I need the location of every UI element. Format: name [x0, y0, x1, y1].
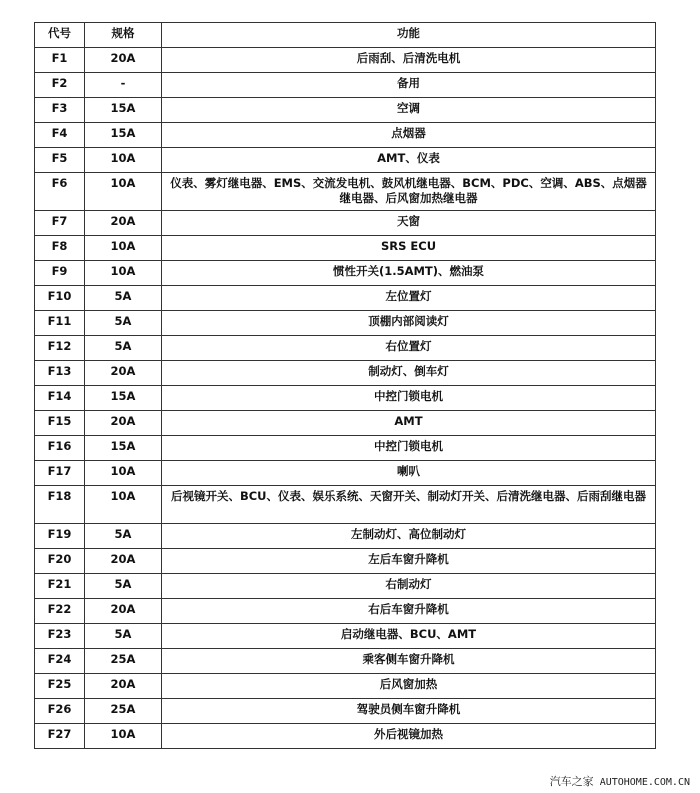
fuse-code-cell: F13 [35, 361, 85, 386]
fuse-code-cell: F14 [35, 386, 85, 411]
fuse-function-cell: 左后车窗升降机 [162, 549, 656, 574]
table-row [35, 286, 656, 311]
fuse-spec-cell: 20A [85, 674, 162, 699]
fuse-spec-cell: 20A [85, 48, 162, 73]
fuse-function-cell: 中控门锁电机 [162, 386, 656, 411]
fuse-spec-cell: - [85, 73, 162, 98]
fuse-code-cell: F26 [35, 699, 85, 724]
fuse-function-cell: AMT、仪表 [162, 148, 656, 173]
fuse-function-cell: 天窗 [162, 211, 656, 236]
table-row [35, 436, 656, 461]
table-row [35, 574, 656, 599]
fuse-function-cell: 点烟器 [162, 123, 656, 148]
fuse-function-cell: 外后视镜加热 [162, 724, 656, 749]
fuse-code-cell: F9 [35, 261, 85, 286]
table-row [35, 699, 656, 724]
fuse-spec-cell: 10A [85, 261, 162, 286]
fuse-spec-cell: 5A [85, 336, 162, 361]
fuse-function-cell: 后视镜开关、BCU、仪表、娱乐系统、天窗开关、制动灯开关、后清洗继电器、后雨刮继电器 [162, 486, 656, 524]
table-row [35, 261, 656, 286]
fuse-spec-cell: 10A [85, 486, 162, 524]
fuse-spec-cell: 15A [85, 436, 162, 461]
fuse-spec-cell: 5A [85, 286, 162, 311]
fuse-function-cell: 驾驶员侧车窗升降机 [162, 699, 656, 724]
fuse-code-cell: F22 [35, 599, 85, 624]
fuse-spec-cell: 10A [85, 236, 162, 261]
table-row [35, 211, 656, 236]
header-spec: 规格 [85, 23, 162, 48]
table-row [35, 386, 656, 411]
fuse-function-cell: 乘客侧车窗升降机 [162, 649, 656, 674]
fuse-code-cell: F7 [35, 211, 85, 236]
fuse-code-cell: F5 [35, 148, 85, 173]
fuse-spec-cell: 20A [85, 411, 162, 436]
fuse-code-cell: F4 [35, 123, 85, 148]
fuse-spec-cell: 10A [85, 173, 162, 211]
fuse-code-cell: F17 [35, 461, 85, 486]
fuse-function-cell: SRS ECU [162, 236, 656, 261]
fuse-spec-cell: 5A [85, 524, 162, 549]
watermark-domain: AUTOHOME.COM.CN [599, 777, 690, 788]
fuse-function-cell: 启动继电器、BCU、AMT [162, 624, 656, 649]
table-row [35, 73, 656, 98]
fuse-code-cell: F25 [35, 674, 85, 699]
table-row [35, 173, 656, 211]
watermark-brand: 汽车之家 [549, 775, 594, 788]
fuse-function-cell: 空调 [162, 98, 656, 123]
header-code: 代号 [35, 23, 85, 48]
fuse-function-cell: 左制动灯、高位制动灯 [162, 524, 656, 549]
fuse-table [34, 22, 656, 749]
fuse-spec-cell: 25A [85, 649, 162, 674]
fuse-function-cell: 惯性开关(1.5AMT)、燃油泵 [162, 261, 656, 286]
fuse-function-cell: 中控门锁电机 [162, 436, 656, 461]
fuse-code-cell: F1 [35, 48, 85, 73]
table-row [35, 411, 656, 436]
fuse-spec-cell: 5A [85, 311, 162, 336]
table-row [35, 599, 656, 624]
fuse-spec-cell: 10A [85, 724, 162, 749]
watermark [550, 773, 690, 789]
fuse-code-cell: F20 [35, 549, 85, 574]
table-row [35, 311, 656, 336]
fuse-spec-cell: 5A [85, 624, 162, 649]
table-row [35, 524, 656, 549]
fuse-code-cell: F10 [35, 286, 85, 311]
fuse-code-cell: F21 [35, 574, 85, 599]
table-row [35, 549, 656, 574]
fuse-code-cell: F11 [35, 311, 85, 336]
table-row [35, 486, 656, 524]
table-row [35, 148, 656, 173]
fuse-function-cell: 仪表、雾灯继电器、EMS、交流发电机、鼓风机继电器、BCM、PDC、空调、ABS、点烟器继电器、后风窗加热继电器 [162, 173, 656, 211]
fuse-code-cell: F19 [35, 524, 85, 549]
table-row [35, 336, 656, 361]
fuse-code-cell: F18 [35, 486, 85, 524]
fuse-function-cell: 后风窗加热 [162, 674, 656, 699]
fuse-function-cell: 制动灯、倒车灯 [162, 361, 656, 386]
fuse-spec-cell: 10A [85, 461, 162, 486]
table-row [35, 98, 656, 123]
fuse-spec-cell: 10A [85, 148, 162, 173]
table-row [35, 461, 656, 486]
fuse-code-cell: F12 [35, 336, 85, 361]
fuse-spec-cell: 5A [85, 574, 162, 599]
fuse-code-cell: F23 [35, 624, 85, 649]
table-row [35, 361, 656, 386]
fuse-spec-cell: 20A [85, 361, 162, 386]
fuse-function-cell: 右后车窗升降机 [162, 599, 656, 624]
table-row [35, 123, 656, 148]
table-row [35, 724, 656, 749]
fuse-function-cell: 右制动灯 [162, 574, 656, 599]
table-row [35, 236, 656, 261]
table-row [35, 624, 656, 649]
fuse-code-cell: F15 [35, 411, 85, 436]
fuse-function-cell: 左位置灯 [162, 286, 656, 311]
fuse-function-cell: 后雨刮、后清洗电机 [162, 48, 656, 73]
header-row [35, 23, 656, 48]
fuse-function-cell: 备用 [162, 73, 656, 98]
header-function: 功能 [162, 23, 656, 48]
fuse-code-cell: F3 [35, 98, 85, 123]
fuse-function-cell: 右位置灯 [162, 336, 656, 361]
fuse-code-cell: F6 [35, 173, 85, 211]
fuse-code-cell: F2 [35, 73, 85, 98]
fuse-function-cell: 喇叭 [162, 461, 656, 486]
fuse-spec-cell: 20A [85, 211, 162, 236]
fuse-spec-cell: 15A [85, 123, 162, 148]
table-row [35, 48, 656, 73]
fuse-code-cell: F27 [35, 724, 85, 749]
table-row [35, 649, 656, 674]
fuse-code-cell: F24 [35, 649, 85, 674]
fuse-spec-cell: 20A [85, 599, 162, 624]
fuse-spec-cell: 20A [85, 549, 162, 574]
fuse-code-cell: F8 [35, 236, 85, 261]
fuse-table-body [35, 48, 656, 749]
fuse-spec-cell: 15A [85, 386, 162, 411]
fuse-code-cell: F16 [35, 436, 85, 461]
fuse-spec-cell: 25A [85, 699, 162, 724]
fuse-function-cell: AMT [162, 411, 656, 436]
fuse-spec-cell: 15A [85, 98, 162, 123]
table-row [35, 674, 656, 699]
fuse-function-cell: 顶棚内部阅读灯 [162, 311, 656, 336]
